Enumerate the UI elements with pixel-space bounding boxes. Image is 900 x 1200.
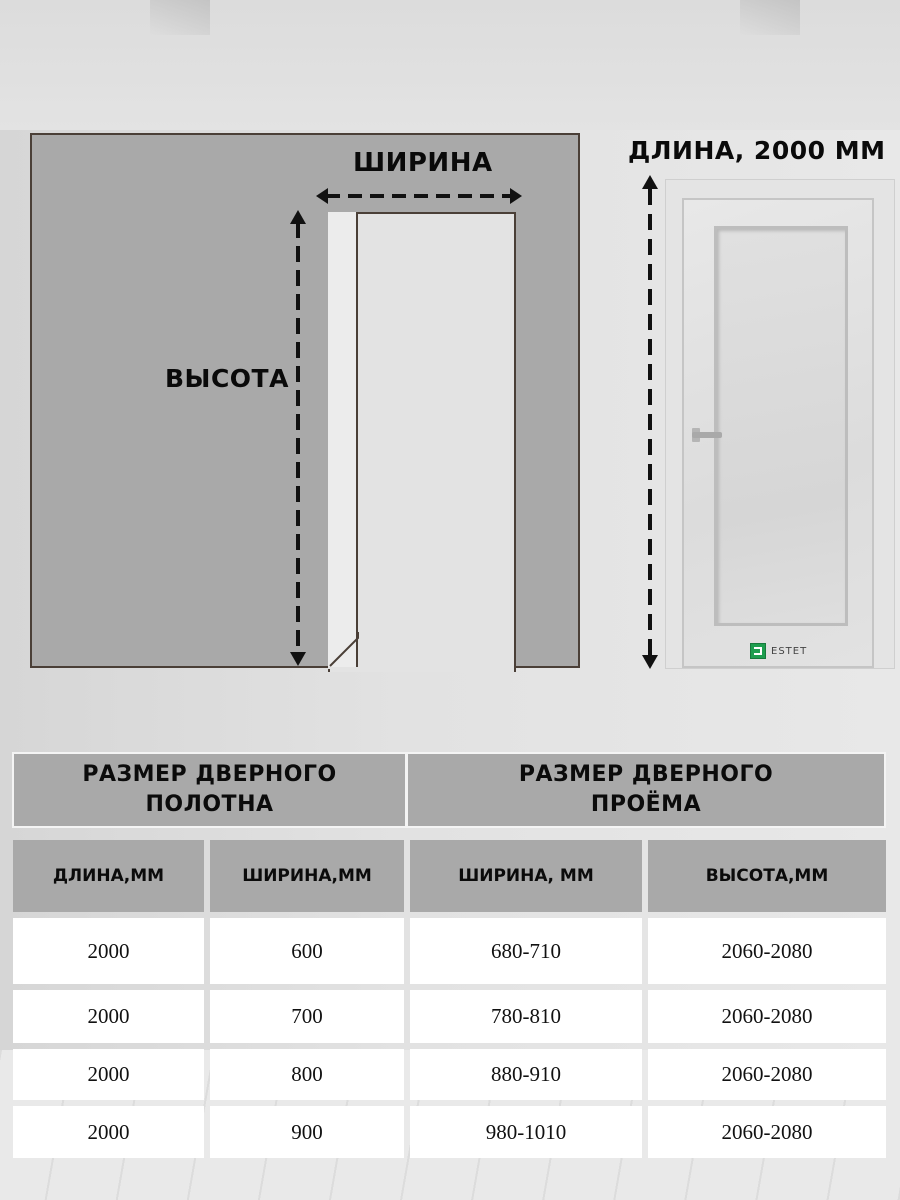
column-header-leaf-width: ШИРИНА,ММ <box>210 840 404 912</box>
table-cell: 800 <box>210 1049 404 1100</box>
table-cell: 2000 <box>13 1106 204 1158</box>
table-cell: 2060-2080 <box>648 1106 886 1158</box>
table-cell: 980-1010 <box>410 1106 642 1158</box>
group-header-line: РАЗМЕР ДВЕРНОГО <box>82 762 337 787</box>
table-cell: 2060-2080 <box>648 918 886 984</box>
table-cell: 780-810 <box>410 990 642 1043</box>
table-cell: 600 <box>210 918 404 984</box>
group-header-door-leaf <box>12 752 407 828</box>
door-panel <box>714 226 848 626</box>
ceiling-shadow <box>740 0 800 35</box>
width-arrow-icon <box>316 186 522 206</box>
table-cell: 2000 <box>13 990 204 1043</box>
table-cell: 2060-2080 <box>648 990 886 1043</box>
door-handle-icon <box>692 432 722 438</box>
column-header-opening-width: ШИРИНА, ММ <box>410 840 642 912</box>
length-label: ДЛИНА, 2000 ММ <box>628 136 886 165</box>
table-cell: 880-910 <box>410 1049 642 1100</box>
brand-name: ESTET <box>771 645 808 657</box>
jamb-bevel <box>328 630 362 670</box>
height-arrow-icon <box>288 210 308 666</box>
length-arrow-icon <box>640 175 660 669</box>
width-label: ШИРИНА <box>353 148 493 178</box>
table-cell: 680-710 <box>410 918 642 984</box>
ceiling-shadow <box>150 0 210 35</box>
group-header-door-opening <box>406 752 886 828</box>
group-header-line: РАЗМЕР ДВЕРНОГО <box>518 762 774 787</box>
table-cell: 700 <box>210 990 404 1043</box>
brand-mark-icon <box>750 643 766 659</box>
table-cell: 900 <box>210 1106 404 1158</box>
door-jamb <box>328 212 358 668</box>
column-header-opening-height: ВЫСОТА,ММ <box>648 840 886 912</box>
column-header-length: ДЛИНА,ММ <box>13 840 204 912</box>
table-cell: 2000 <box>13 918 204 984</box>
height-label: ВЫСОТА <box>165 364 289 393</box>
group-header-line: ПОЛОТНА <box>145 792 274 817</box>
group-header-line: ПРОЁМА <box>590 792 702 817</box>
table-cell: 2060-2080 <box>648 1049 886 1100</box>
brand-logo <box>750 643 807 659</box>
table-cell: 2000 <box>13 1049 204 1100</box>
